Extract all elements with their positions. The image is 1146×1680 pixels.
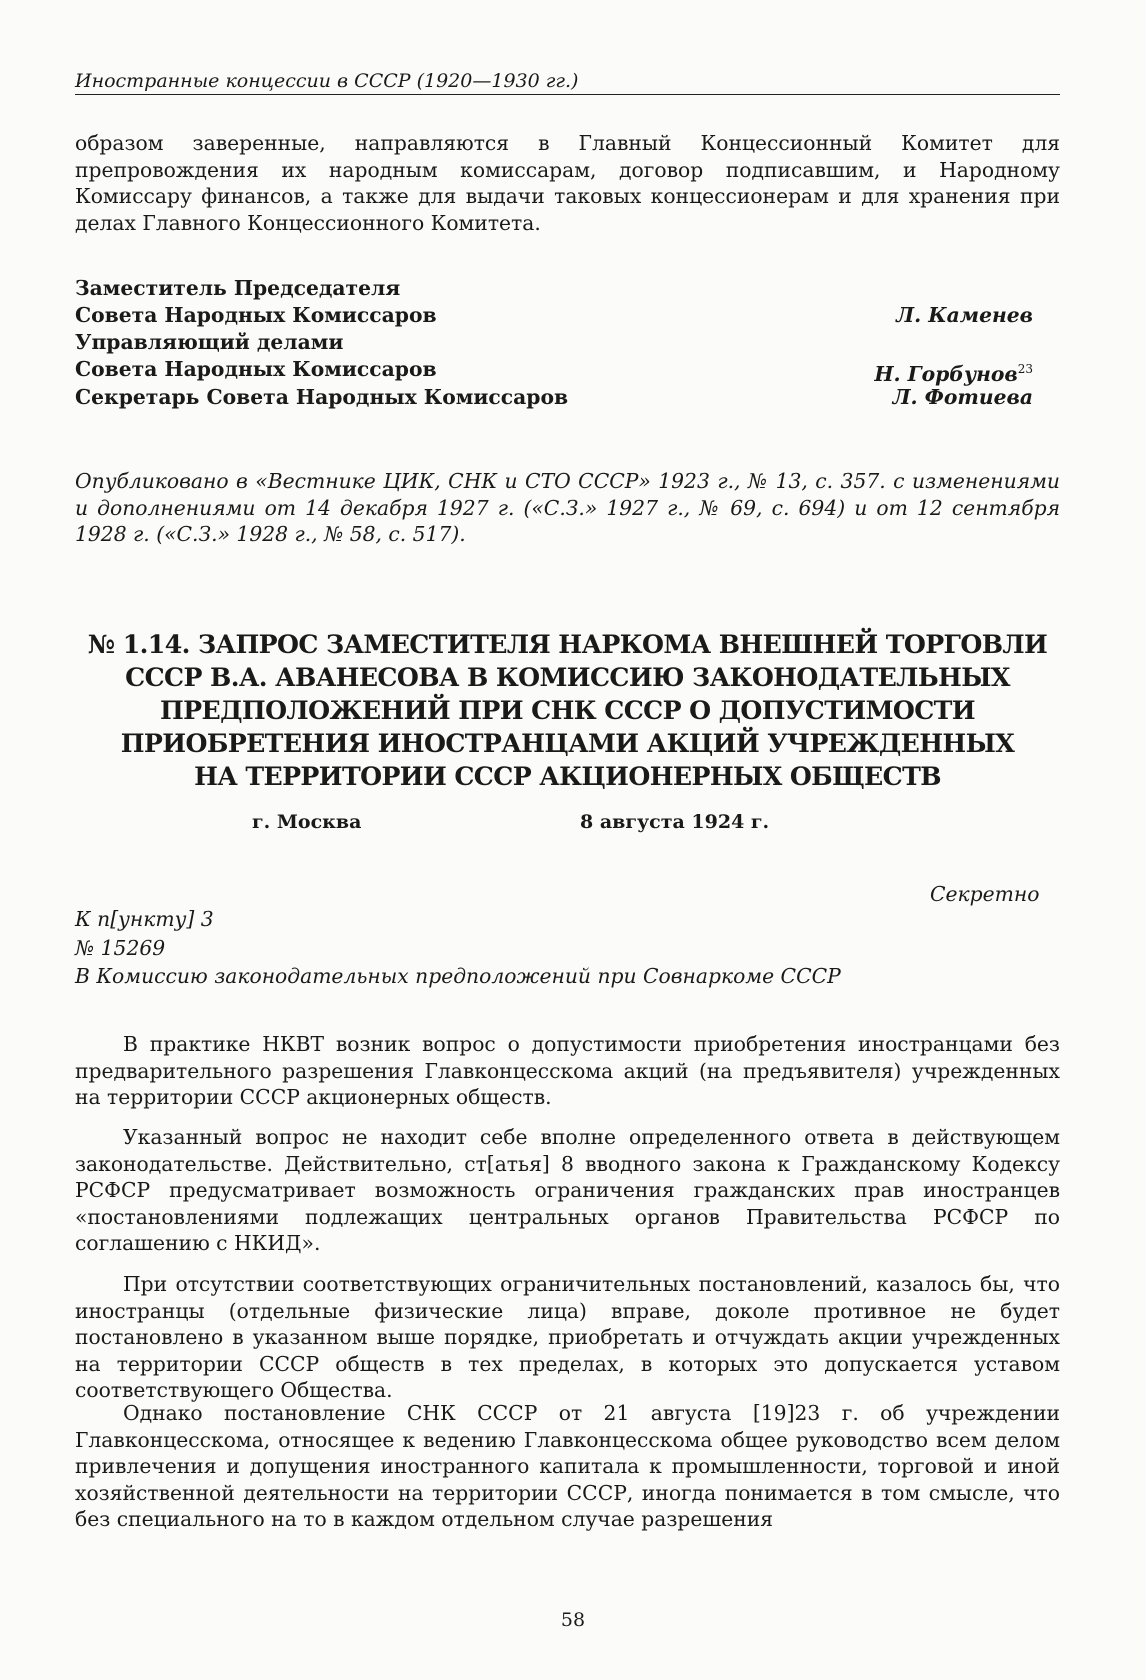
signature-row [75,356,1033,387]
publication-note: Опубликовано в «Вестнике ЦИК, СНК и СТО СССР» 1923 г., № 13, с. 357. с изменениями и дополнениями от 14 декабря 1927 г. («С.З.» 1927 г., № 69, с. 694) и от 12 сентября 1928 г. («С.З.» 1928 г., № 58, с. 517). [75,469,1060,547]
signatory-name: Л. Каменев [896,303,1033,327]
signatory-name: Л. Фотиева [892,385,1033,409]
signatory-title: Совета Народных Комиссаров [75,303,437,327]
addressee: В Комиссию законодательных предположений при Совнаркоме СССР [75,964,841,988]
classification-stamp: Секретно [930,882,1040,906]
body-paragraph: Однако постановление СНК СССР от 21 августа [19]23 г. об учреждении Главконцесскома, относящее к ведению Главконцесскома общее руководство всем делом привлечения и допущения иностранного капитала к промышленности, торговой и иной хозяйственной деятельности на территории СССР, иногда понимается в том смысле, что без специального на то в каждом отдельном случае разрешения [75,1401,1060,1532]
point-reference: К п[ункту] 3 [75,907,214,931]
running-header [75,70,1060,95]
signature-row [75,302,1033,329]
signatory-name-text: Н. Горбунов [874,361,1018,386]
signature-row [75,329,1033,356]
signatory-title: Секретарь Совета Народных Комиссаров [75,385,569,409]
footnote-ref: 23 [1017,362,1033,376]
body-paragraph: При отсутствии соответствующих ограничительных постановлений, казалось бы, что иностранцы (отдельные физические лица) вправе, доколе противное не будет постановлено в указанном выше порядке, приобретать и отчуждать акции учрежденных на территории СССР обществ в тех пределах, в которых это допускается уставом соответствующего Общества. [75,1272,1060,1403]
document-date: 8 августа 1924 г. [580,811,770,833]
heading-line: ПРИОБРЕТЕНИЯ ИНОСТРАНЦАМИ АКЦИЙ УЧРЕЖДЕННЫХ [120,728,1015,758]
intro-paragraph: образом заверенные, направляются в Главный Концессионный Комитет для препровождения их народным комиссарам, договор подписавшим, и Народному Комиссару финансов, а также для выдачи таковых концессионерам и для хранения при делах Главного Концессионного Комитета. [75,131,1060,235]
heading-line: № 1.14. ЗАПРОС ЗАМЕСТИТЕЛЯ НАРКОМА ВНЕШНЕЙ ТОРГОВЛИ [87,629,1048,659]
signatory-title: Заместитель Председателя [75,276,401,300]
body-paragraph: В практике НКВТ возник вопрос о допустимости приобретения иностранцами без предварительного разрешения Главконцесскома акций (на предъявителя) учрежденных на территории СССР акционерных обществ. [75,1032,1060,1110]
heading-line: ПРЕДПОЛОЖЕНИЙ ПРИ СНК СССР О ДОПУСТИМОСТИ [159,695,975,725]
document-heading [75,628,1060,793]
signatory-title: Управляющий делами [75,330,344,354]
body-paragraph: Указанный вопрос не находит себе вполне определенного ответа в действующем законодательстве. Действительно, ст[атья] 8 вводного закона к Гражданскому Кодексу РСФСР предусматривает возможность ограничения гражданских прав иностранцев «постановлениями подлежащих центральных органов Правительства РСФСР по соглашению с НКИД». [75,1125,1060,1256]
signatory-name [874,356,1033,387]
signature-row [75,384,1033,411]
heading-line: СССР В.А. АВАНЕСОВА В КОМИССИЮ ЗАКОНОДАТЕЛЬНЫХ [125,662,1010,692]
heading-line: НА ТЕРРИТОРИИ СССР АКЦИОНЕРНЫХ ОБЩЕСТВ [194,761,941,791]
running-title: Иностранные концессии в СССР (1920—1930 гг.) [75,70,579,92]
signature-row [75,275,1033,302]
document-place: г. Москва [252,811,362,833]
document-number: № 15269 [75,936,166,960]
signatory-title: Совета Народных Комиссаров [75,357,437,381]
page-number: 58 [560,1609,586,1631]
